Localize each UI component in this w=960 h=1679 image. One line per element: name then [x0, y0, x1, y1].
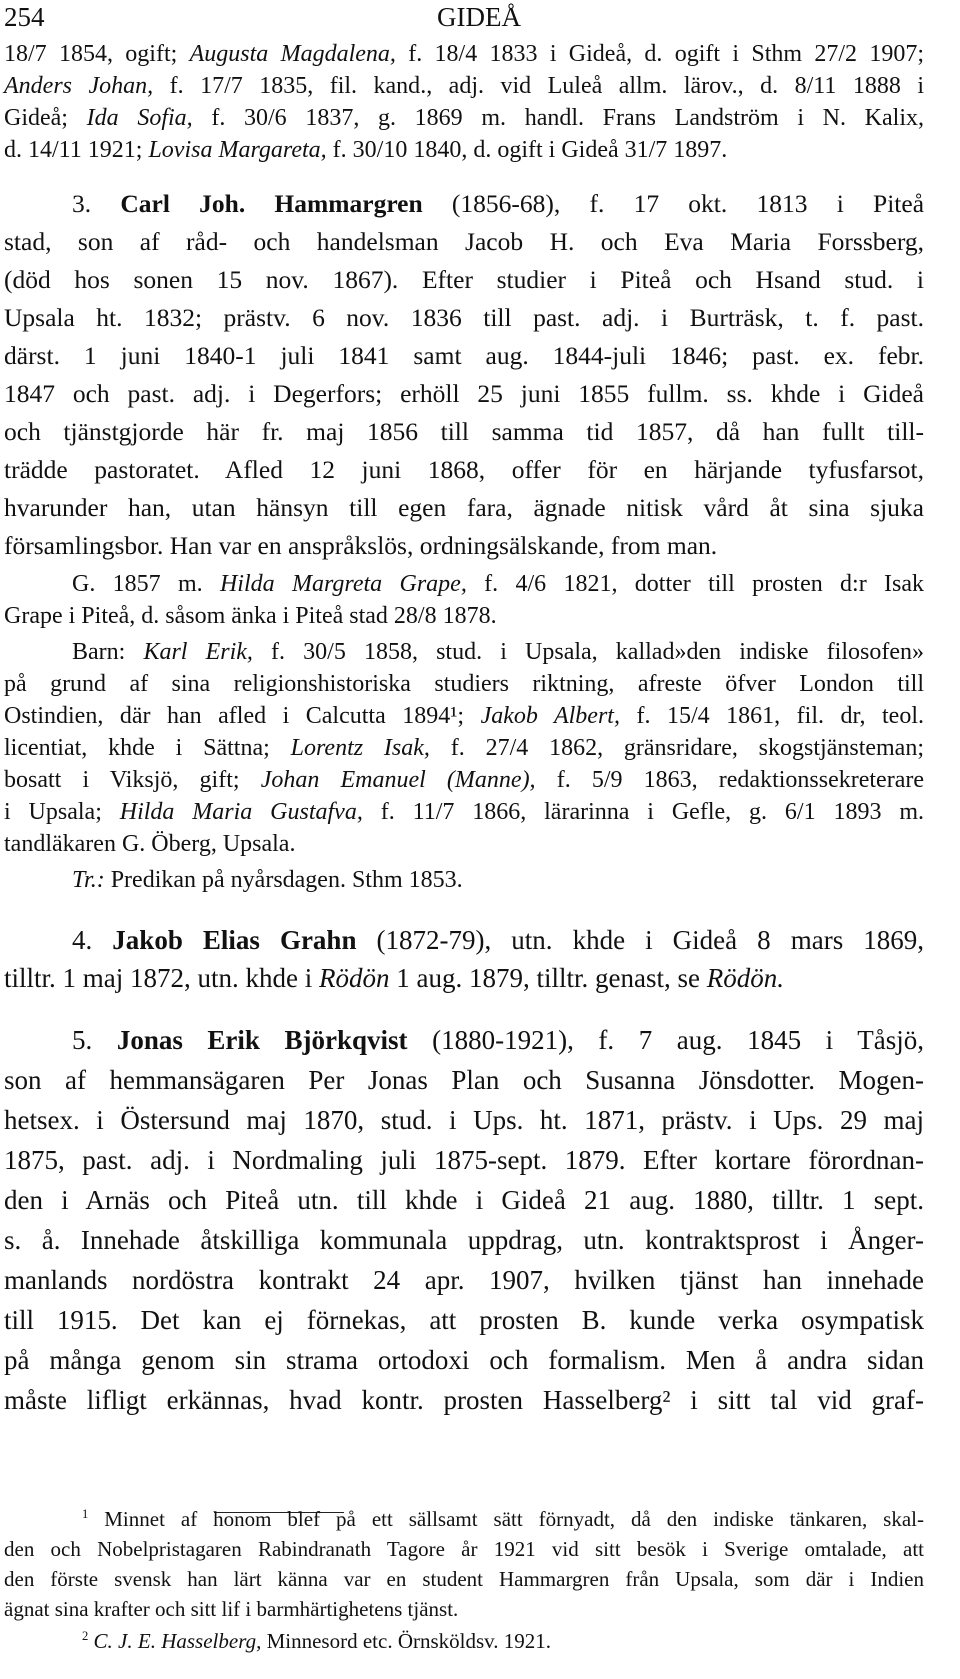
body-line [4, 452, 924, 488]
text-run: 18/7 1854, ogift; [4, 41, 190, 67]
text-run: Grape i Piteå, d. såsom änka i Piteå stad 28/8 1878. [4, 603, 497, 629]
text-run: ägnat sina krafter och sitt lif i barmhärtighetens tjänst. [4, 1597, 459, 1621]
text-run: tandläkaren G. Öberg, Upsala. [4, 831, 296, 857]
text-run: till 1915. Det kan ej förnekas, att prosten B. kunde verka osympatisk [4, 1305, 924, 1335]
text-run: f. 18/4 1833 i Gideå, d. ogift i Sthm 27/2 1907; [395, 41, 924, 67]
text-run: (1856-68), f. 17 okt. 1813 i Piteå [422, 189, 925, 218]
text-run: manlands nordöstra kontrakt 24 apr. 1907, hvilken tjänst han innehade [4, 1265, 924, 1295]
text-run: hvarunder han, utan hänsyn till egen fara, ägnade nitisk vård åt sina sjuka [4, 493, 924, 522]
text-run: måste lifligt erkännas, hvad kontr. prosten Hasselberg² i sitt tal vid graf- [4, 1385, 924, 1415]
body-line [4, 666, 924, 702]
italic-text: Lovisa Margareta, [148, 137, 327, 163]
body-line [4, 730, 924, 766]
name-heading: Jonas Erik Björkqvist [116, 1025, 408, 1055]
body-line [4, 922, 924, 958]
body-line [4, 1102, 924, 1138]
text-run: f. 11/7 1866, lärarinna i Gefle, g. 6/1 1893 m. [362, 799, 924, 825]
text-run: f. 17/7 1835, fil. kand., adj. vid Luleå allm. lärov., d. 8/11 1888 i [153, 73, 924, 99]
italic-text: C. J. E. Hasselberg, [93, 1629, 262, 1653]
body-line [4, 262, 924, 298]
text-run: (1880-1921), f. 7 aug. 1845 i Tåsjö, [407, 1025, 924, 1055]
text-run: 2 [82, 1629, 89, 1643]
body-line [4, 1142, 924, 1178]
text-run: d. 14/11 1921; [4, 137, 149, 163]
text-run: Predikan på nyårsdagen. Sthm 1853. [104, 867, 463, 893]
italic-text: Hilda Margreta Grape, [219, 571, 467, 597]
text-run: stad, son af råd- och handelsman Jacob H. och Eva Maria Forssberg, [4, 227, 924, 256]
text-run: bosatt i Viksjö, gift; [4, 767, 261, 793]
body-line [4, 68, 924, 104]
body-line [4, 490, 924, 526]
body-line [4, 300, 924, 336]
text-run: i Upsala; [4, 799, 120, 825]
footnote-line [4, 1564, 924, 1594]
body-line [4, 186, 924, 222]
text-run: på många genom sin strama ortodoxi och formalism. Men å andra sidan [4, 1345, 924, 1375]
body-line [4, 1382, 924, 1418]
body-line [4, 338, 924, 374]
name-heading: Jakob Elias Grahn [112, 925, 357, 955]
text-run: den i Arnäs och Piteå utn. till khde i Gideå 21 aug. 1880, tilltr. 1 sept. [4, 1185, 924, 1215]
footnote-line [4, 1594, 924, 1624]
body-line [4, 1182, 924, 1218]
text-run: f. 30/6 1837, g. 1869 m. handl. Frans Landström i N. Kalix, [192, 105, 924, 131]
body-line [4, 376, 924, 412]
text-run: den förste svensk han lärt känna var en student Hammargren från Upsala, som där i Indien [4, 1567, 924, 1591]
italic-text: Johan Emanuel (Manne), [260, 767, 536, 793]
text-run: 1875, past. adj. i Nordmaling juli 1875-sept. 1879. Efter kortare förordnan- [4, 1145, 924, 1175]
text-run: församlingsbor. Han var en anspråkslös, ordningsälskande, from man. [4, 531, 718, 560]
running-title: GIDEÅ [437, 2, 521, 32]
body-line [4, 414, 924, 450]
body-line [4, 794, 924, 830]
text-run: (1872-79), utn. khde i Gideå 8 mars 1869, [356, 925, 924, 955]
text-run: f. 4/6 1821, dotter till prosten d:r Isak [466, 571, 925, 597]
text-run: G. 1857 m. [72, 571, 220, 597]
text-run: f. 27/4 1862, gränsridare, skogstjänsteman; [429, 735, 924, 761]
footnote-line [4, 1626, 924, 1656]
text-run: tilltr. 1 maj 1872, utn. khde i [4, 963, 319, 993]
text-run: s. å. Innehade åtskilliga kommunala uppdrag, utn. kontraktsprost i Ånger- [4, 1225, 924, 1255]
text-run: f. 30/5 1858, stud. i Upsala, kallad»den indiske filosofen» [252, 639, 924, 665]
body-line [4, 566, 924, 602]
italic-text: Lorentz Isak, [290, 735, 430, 761]
text-run: licentiat, khde i Sättna; [4, 735, 291, 761]
body-line [4, 826, 924, 862]
italic-text: Ida Sofia, [86, 105, 193, 131]
italic-text: Rödön [318, 963, 390, 993]
text-run: 1 [82, 1507, 89, 1521]
body-line [4, 1022, 924, 1058]
body-line [4, 1342, 924, 1378]
body-line [4, 862, 924, 898]
text-run: på grund af sina religionshistoriska studiers riktning, afreste öfver London till [4, 671, 924, 697]
page-number: 254 [4, 2, 45, 32]
text-run: 1847 och past. adj. i Degerfors; erhöll 25 juni 1855 fullm. ss. khde i Gideå [4, 379, 924, 408]
body-line [4, 762, 924, 798]
footnote-line [4, 1504, 924, 1534]
text-run: 1 aug. 1879, tilltr. genast, se [389, 963, 707, 993]
text-run: f. 5/9 1863, redaktionssekreterare [535, 767, 924, 793]
text-run: och tjänstgjorde här fr. maj 1856 till samma tid 1857, då han fullt till- [4, 417, 924, 446]
body-line [4, 698, 924, 734]
body-line [4, 528, 924, 564]
italic-text: Jakob Albert, [480, 703, 620, 729]
body-line [4, 634, 924, 670]
text-run: f. 15/4 1861, fil. dr, teol. [619, 703, 925, 729]
text-run: Minnet af honom blef på ett sällsamt sätt förnyadt, då den indiske tänkaren, skal- [88, 1507, 924, 1531]
text-run: hetsex. i Östersund maj 1870, stud. i Ups. ht. 1871, prästv. i Ups. 29 maj [4, 1105, 924, 1135]
text-run: trädde pastoratet. Afled 12 juni 1868, offer för en härjande tyfusfarsot, [4, 455, 924, 484]
text-run: son af hemmansägaren Per Jonas Plan och Susanna Jönsdotter. Mogen- [4, 1065, 924, 1095]
name-heading: Carl Joh. Hammargren [120, 189, 423, 218]
italic-text: Karl Erik, [143, 639, 253, 665]
text-run: 5. [72, 1025, 117, 1055]
text-run: Minnesord etc. Örnsköldsv. 1921. [261, 1629, 552, 1653]
body-line [4, 598, 924, 634]
body-line [4, 132, 924, 168]
body-line [4, 1062, 924, 1098]
body-line [4, 960, 924, 996]
text-run: Gideå; [4, 105, 87, 131]
text-run: Upsala ht. 1832; prästv. 6 nov. 1836 till past. adj. i Burträsk, t. f. past. [4, 303, 924, 332]
text-run: 4. [72, 925, 113, 955]
italic-text: Rödön. [706, 963, 784, 993]
text-run: f. 30/10 1840, d. ogift i Gideå 31/7 1897. [326, 137, 728, 163]
body-line [4, 224, 924, 260]
text-run: den och Nobelpristagaren Rabindranath Tagore år 1921 vid sitt besök i Sverige omtalade, att [4, 1537, 924, 1561]
body-line [4, 1302, 924, 1338]
body-line [4, 100, 924, 136]
text-run: Barn: [72, 639, 144, 665]
italic-text: Augusta Magdalena, [189, 41, 396, 67]
text-run: 3. [72, 189, 121, 218]
italic-text: Anders Johan, [4, 73, 154, 99]
body-line [4, 36, 924, 72]
italic-text: Hilda Maria Gustafva, [119, 799, 363, 825]
text-run: därst. 1 juni 1840-1 juli 1841 samt aug. 1844-juli 1846; past. ex. febr. [4, 341, 924, 370]
body-line [4, 1262, 924, 1298]
italic-text: Tr.: [72, 867, 105, 893]
body-line [4, 1222, 924, 1258]
text-run: Ostindien, där han afled i Calcutta 1894¹; [4, 703, 481, 729]
text-run: (död hos sonen 15 nov. 1867). Efter studier i Piteå och Hsand stud. i [4, 265, 924, 294]
footnote-line [4, 1534, 924, 1564]
